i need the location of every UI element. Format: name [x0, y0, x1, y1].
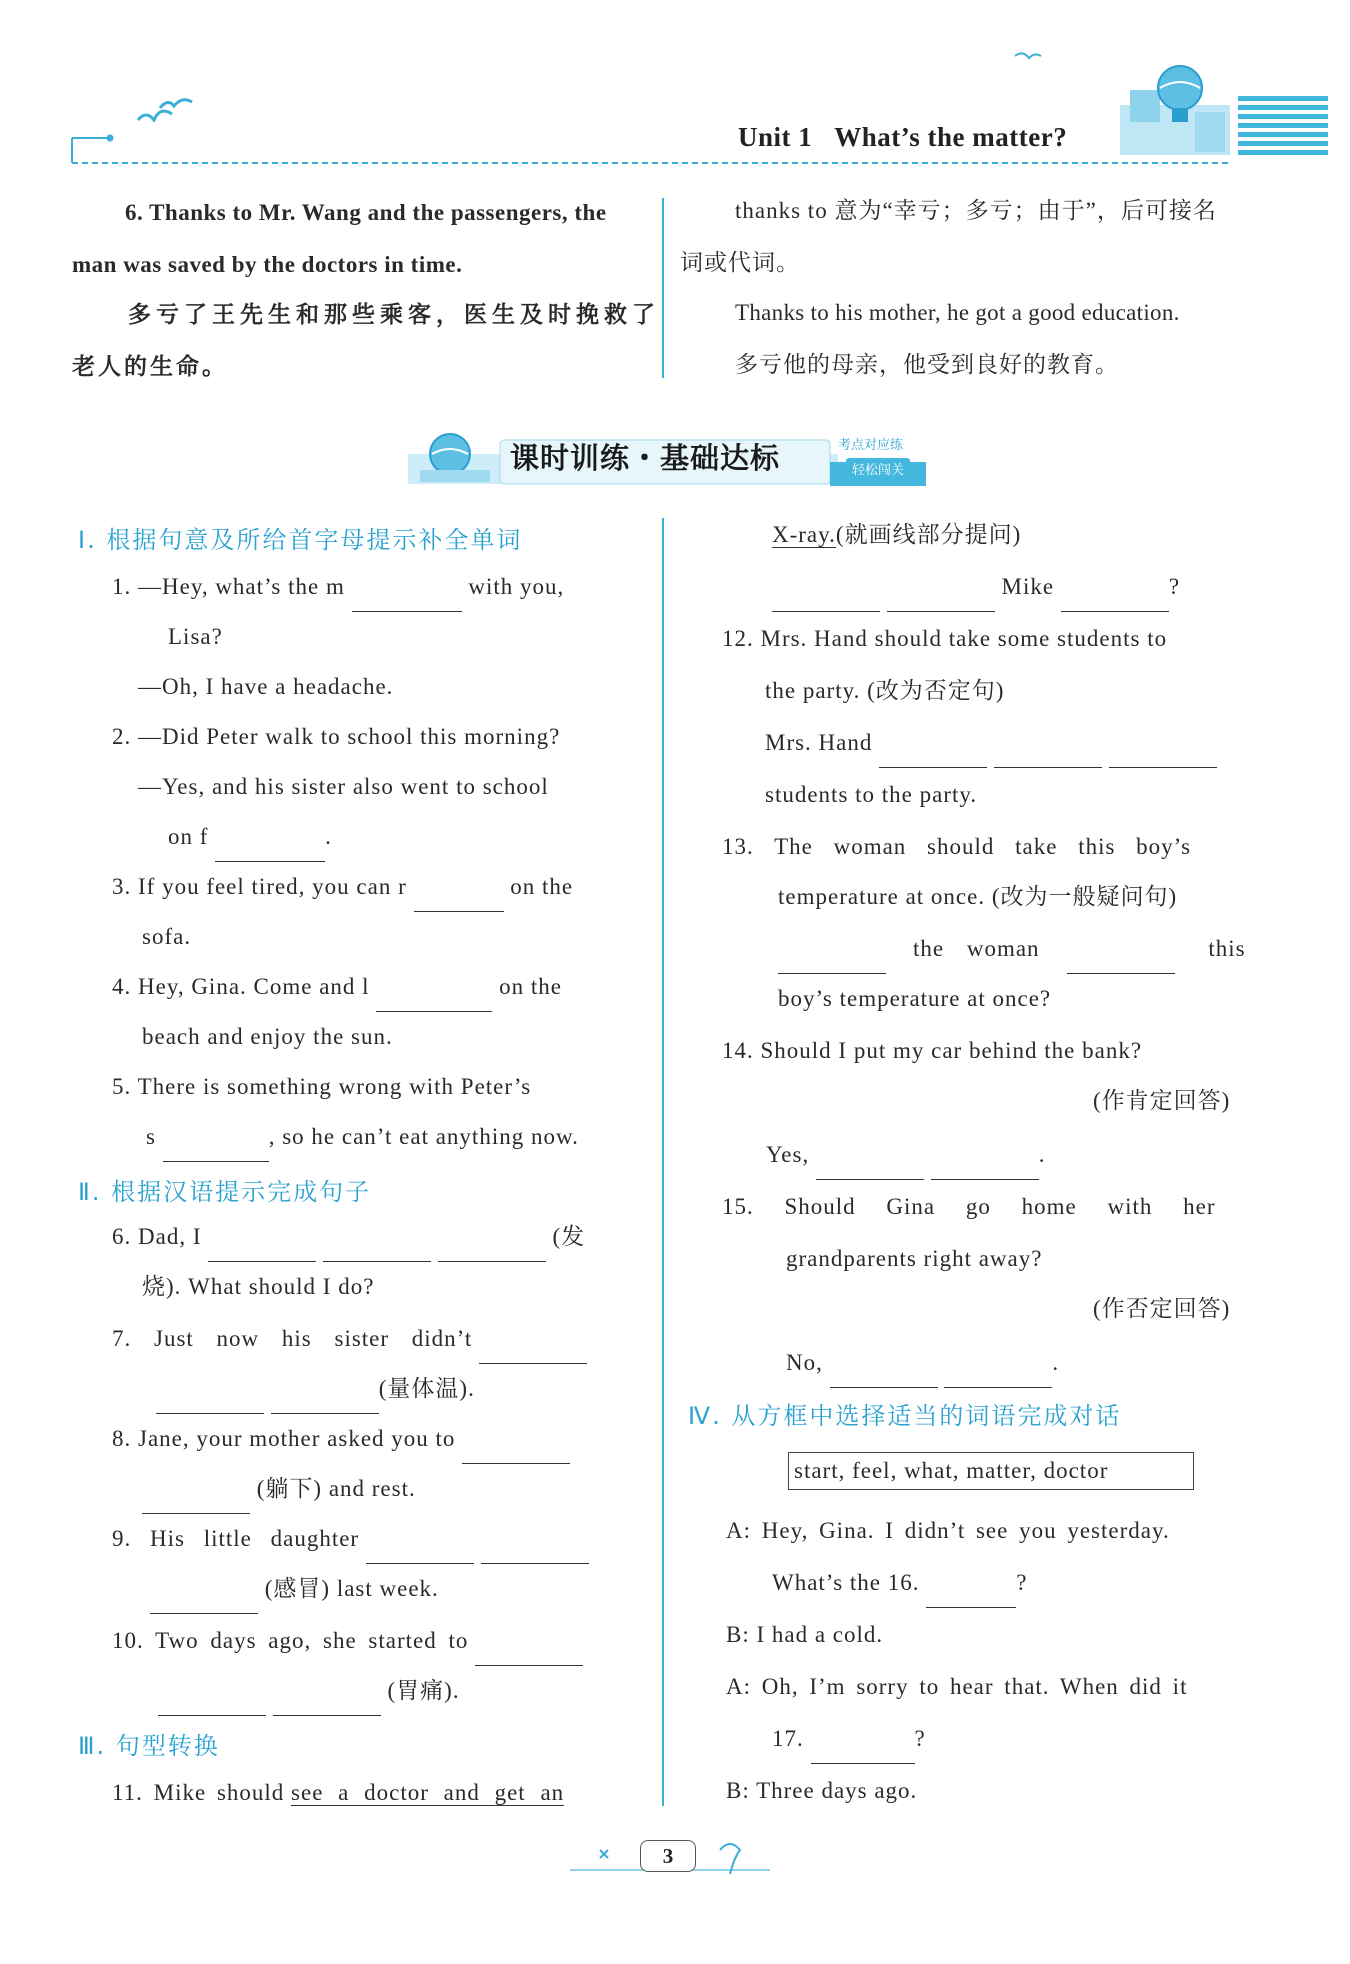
banner-sub-1: 考点对应练	[838, 438, 904, 453]
q2-line-1: 2. —Did Peter walk to school this morning?	[112, 724, 561, 749]
top-left-line-2: man was saved by the doctors in time.	[72, 252, 463, 277]
blank-17[interactable]	[811, 1737, 915, 1764]
q8-line-1	[112, 1414, 570, 1464]
q10-text-b: (胃痛).	[387, 1678, 460, 1703]
q5-text-a: s	[146, 1124, 156, 1149]
q13-line-4: boy’s temperature at once?	[778, 986, 1052, 1011]
dialog-line-3: B: I had a cold.	[726, 1622, 884, 1647]
unit-title: What’s the matter?	[834, 122, 1068, 152]
q13-line-2: temperature at once. (改为一般疑问句)	[778, 884, 1178, 909]
q2-line-2: —Yes, and his sister also went to school	[138, 774, 549, 799]
q10-line-1	[112, 1616, 583, 1666]
q8-text-a: 8. Jane, your mother asked you to	[112, 1426, 456, 1451]
q5-blank[interactable]	[163, 1135, 269, 1162]
dialog-line-1: A: Hey, Gina. I didn’t see you yesterday.	[726, 1518, 1170, 1543]
q1-line-2: Lisa?	[168, 624, 223, 649]
q9-line-2	[150, 1564, 439, 1614]
q12-line-2: the party. (改为否定句)	[765, 678, 1005, 703]
q3-text-a: 3. If you feel tired, you can r	[112, 874, 407, 899]
q12-blank-2[interactable]	[994, 741, 1102, 768]
q14-blank-2[interactable]	[931, 1153, 1039, 1180]
header-decoration	[0, 0, 1350, 175]
unit-label: Unit 1	[738, 122, 813, 152]
q12-line-1: 12. Mrs. Hand should take some students to	[722, 626, 1168, 651]
section-1-heading: Ⅰ. 根据句意及所给首字母提示补全单词	[78, 526, 523, 554]
section-banner	[400, 432, 928, 490]
q7-text-b: (量体温).	[378, 1376, 475, 1401]
q6-blank-2[interactable]	[323, 1235, 431, 1262]
dialog-text-17: 17.	[772, 1726, 804, 1751]
q8-blank-1[interactable]	[462, 1437, 570, 1464]
q4-text-b: on the	[499, 974, 562, 999]
q6-blank-1[interactable]	[208, 1235, 316, 1262]
column-divider-main	[662, 518, 664, 1806]
q4-line-2: beach and enjoy the sun.	[142, 1024, 393, 1049]
top-right-line-3: Thanks to his mother, he got a good education.	[735, 300, 1180, 325]
q4-blank[interactable]	[376, 985, 492, 1012]
q7-line-2	[156, 1364, 475, 1414]
q15-line-2: grandparents right away?	[786, 1246, 1043, 1271]
q8-line-2	[142, 1464, 416, 1514]
q3-line-1	[112, 862, 573, 912]
q12-line-4: students to the party.	[765, 782, 978, 807]
q10-line-2	[158, 1666, 460, 1716]
q9-blank-1[interactable]	[366, 1537, 474, 1564]
column-divider-top	[662, 198, 664, 378]
q2-line-3: on f .	[168, 812, 332, 862]
q11-line-1	[112, 1768, 564, 1818]
top-left-line-1: 6. Thanks to Mr. Wang and the passengers, the	[125, 200, 607, 225]
q12-text-c: Mrs. Hand	[765, 730, 873, 755]
q7-blank-3[interactable]	[271, 1387, 379, 1414]
q15-line-4: No, .	[786, 1338, 1059, 1388]
q14-line-3: Yes, .	[766, 1130, 1045, 1180]
q10-text-a: 10. Two days ago, she started to	[112, 1628, 469, 1653]
header-stripes	[1238, 96, 1328, 162]
dialog-line-6: B: Three days ago.	[726, 1778, 918, 1803]
q2-text: on f	[168, 824, 209, 849]
top-right-line-1: thanks to 意为“幸亏；多亏；由于”，后可接名	[735, 198, 1217, 223]
q11-line-3: Mike ?	[772, 562, 1180, 612]
q9-line-1	[112, 1514, 589, 1564]
q1-blank[interactable]	[352, 585, 462, 612]
banner-title: 课时训练・基础达标	[510, 441, 781, 475]
page-number: 3	[640, 1840, 696, 1872]
q5-line-2	[146, 1112, 579, 1162]
section-4-heading: Ⅳ. 从方框中选择适当的词语完成对话	[688, 1402, 1122, 1430]
q11-blank-3[interactable]	[1061, 585, 1169, 612]
header-title	[738, 122, 1067, 153]
dialog-line-4: A: Oh, I’m sorry to hear that. When did it	[726, 1674, 1188, 1699]
q13-blank-1[interactable]	[778, 947, 886, 974]
q9-text-a: 9. His little daughter	[112, 1526, 360, 1551]
q14-text-c: Yes,	[766, 1142, 810, 1167]
banner-sub-2: 轻松闯关	[846, 458, 910, 479]
q11-text-c: Mike	[1001, 574, 1055, 599]
dialog-text-16: What’s the 16.	[772, 1570, 920, 1595]
top-left-line-4: 老人的生命。	[72, 354, 228, 380]
q9-text-b: (感冒) last week.	[264, 1576, 439, 1601]
q14-instruction: (作肯定回答)	[1093, 1088, 1231, 1113]
q10-blank-3[interactable]	[273, 1689, 381, 1716]
q11-underlined-a: see a doctor and get an	[291, 1780, 565, 1805]
q10-blank-1[interactable]	[475, 1639, 583, 1666]
q3-blank[interactable]	[414, 885, 504, 912]
q6-blank-3[interactable]	[438, 1235, 546, 1262]
q11-blank-2[interactable]	[887, 585, 995, 612]
q6-line-2: 烧). What should I do?	[142, 1274, 375, 1299]
q13-blank-2[interactable]	[1067, 947, 1175, 974]
q6-text-a: 6. Dad, I	[112, 1224, 202, 1249]
q5-text-b: , so he can’t eat anything now.	[268, 1124, 579, 1149]
q13-line-1: 13. The woman should take this boy’s	[722, 834, 1192, 859]
blank-16[interactable]	[926, 1581, 1016, 1608]
q15-blank-2[interactable]	[944, 1361, 1052, 1388]
section-2-heading: Ⅱ. 根据汉语提示完成句子	[78, 1178, 372, 1206]
q7-text-a: 7. Just now his sister didn’t	[112, 1326, 473, 1351]
q9-blank-2[interactable]	[481, 1537, 589, 1564]
dialog-line-5: 17. ?	[772, 1714, 926, 1764]
q12-blank-3[interactable]	[1109, 741, 1217, 768]
q10-blank-2[interactable]	[158, 1689, 266, 1716]
q15-blank-1[interactable]	[830, 1361, 938, 1388]
q2-blank[interactable]	[215, 835, 325, 862]
q14-line-1: 14. Should I put my car behind the bank?	[722, 1038, 1143, 1063]
q8-blank-2[interactable]	[142, 1487, 250, 1514]
q7-blank-2[interactable]	[156, 1387, 264, 1414]
top-right-line-2: 词或代词。	[680, 250, 800, 275]
q9-blank-3[interactable]	[150, 1587, 258, 1614]
q7-blank-1[interactable]	[479, 1337, 587, 1364]
q4-text-a: 4. Hey, Gina. Come and l	[112, 974, 370, 999]
q1-line-3: —Oh, I have a headache.	[138, 674, 394, 699]
q5-line-1: 5. There is something wrong with Peter’s	[112, 1074, 532, 1099]
q14-blank-1[interactable]	[816, 1153, 924, 1180]
q1-text-b: with you,	[468, 574, 565, 599]
q11-underlined-b: X-ray.	[772, 522, 836, 547]
q15-text-d: No,	[786, 1350, 823, 1375]
q11-blank-1[interactable]	[772, 585, 880, 612]
q4-line-1	[112, 962, 562, 1012]
q8-text-b: (躺下) and rest.	[256, 1476, 416, 1501]
dialog-line-2: What’s the 16. ?	[772, 1558, 1027, 1608]
q11-instruction: (就画线部分提问)	[835, 522, 1022, 547]
q15-instruction: (作否定回答)	[1093, 1296, 1231, 1321]
q1-text-a: 1. —Hey, what’s the m	[112, 574, 345, 599]
q3-line-2: sofa.	[142, 924, 192, 949]
q13-text-d: this	[1208, 936, 1246, 961]
q3-text-b: on the	[510, 874, 574, 899]
q1-line-1	[112, 562, 564, 612]
q7-line-1	[112, 1314, 587, 1364]
q13-text-c: the woman	[913, 936, 1040, 961]
q11-text-a: 11. Mike should	[112, 1780, 285, 1805]
q12-blank-1[interactable]	[879, 741, 987, 768]
q15-line-1: 15. Should Gina go home with her	[722, 1194, 1216, 1219]
top-left-line-3: 多亏了王先生和那些乘客，医生及时挽救了	[128, 302, 660, 328]
q12-line-3	[765, 718, 1217, 768]
q13-line-3	[778, 924, 1246, 974]
section-3-heading: Ⅲ. 句型转换	[78, 1732, 220, 1760]
q6-line-1	[112, 1212, 585, 1262]
q6-text-b: (发	[552, 1224, 586, 1249]
q11-line-2	[772, 510, 1021, 560]
word-box-text: start, feel, what, matter, doctor	[794, 1458, 1109, 1483]
top-right-line-4: 多亏他的母亲，他受到良好的教育。	[735, 352, 1119, 377]
